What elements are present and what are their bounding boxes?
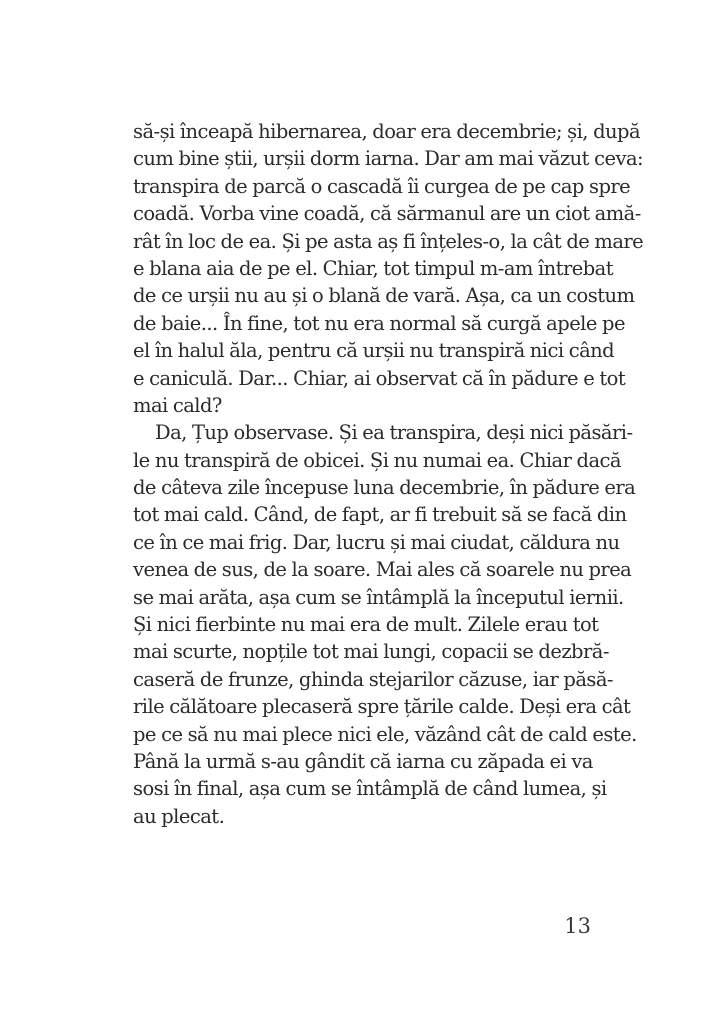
text-line: le nu transpiră de obicei. Și nu numai ea. Chiar dacă (133, 448, 621, 472)
page-number: 13 (564, 914, 591, 938)
text-line: sosi în final, așa cum se întâmplă de când lumea, și (133, 777, 607, 801)
text-line: el în halul ăla, pentru că urșii nu transpiră nici când (133, 339, 615, 363)
text-line: au plecat. (133, 804, 225, 828)
text-line: tot mai cald. Când, de fapt, ar fi trebuit să se facă din (133, 503, 627, 527)
text-line: venea de sus, de la soare. Mai ales că soarele nu prea (133, 558, 632, 582)
text-line: de câteva zile începuse luna decembrie, în pădure era (133, 476, 636, 500)
text-line: mai cald? (133, 393, 222, 417)
text-line: rile călătoare plecaseră spre țările calde. Deși era cât (133, 695, 631, 719)
body-text (133, 118, 644, 830)
text-line: transpira de parcă o cascadă îi curgea de pe cap spre (133, 174, 631, 198)
text-line: se mai arăta, așa cum se întâmplă la începutul iernii. (133, 585, 624, 609)
text-line: cum bine știi, urșii dorm iarna. Dar am mai văzut ceva: (133, 147, 644, 171)
text-line: caseră de frunze, ghinda stejarilor căzuse, iar păsă- (133, 667, 613, 691)
text-line: e caniculă. Dar... Chiar, ai observat că în pădure e tot (133, 366, 626, 390)
text-line: de baie... În fine, tot nu era normal să curgă apele pe (133, 311, 625, 335)
text-line: mai scurte, nopțile tot mai lungi, copacii se dezbră- (133, 640, 609, 664)
text-line: ce în ce mai frig. Dar, lucru și mai ciudat, căldura nu (133, 530, 620, 554)
text-line: rât în loc de ea. Și pe asta aș fi înțeles-o, la cât de mare (133, 229, 644, 253)
text-line: Da, Țup observase. Și ea transpira, deși nici păsări- (155, 421, 633, 445)
text-line: pe ce să nu mai plece nici ele, văzând cât de cald este. (133, 722, 637, 746)
text-line: e blana aia de pe el. Chiar, tot timpul m-am întrebat (133, 256, 614, 280)
text-line: Și nici fierbinte nu mai era de mult. Zilele erau tot (133, 613, 599, 637)
text-line: să-și înceapă hibernarea, doar era decembrie; și, după (133, 120, 641, 143)
text-line: coadă. Vorba vine coadă, că sărmanul are un ciot amă- (133, 202, 641, 226)
text-line: de ce urșii nu au și o blană de vară. Așa, ca un costum (133, 284, 635, 308)
text-line: Până la urmă s-au gândit că iarna cu zăpada ei va (133, 749, 593, 773)
